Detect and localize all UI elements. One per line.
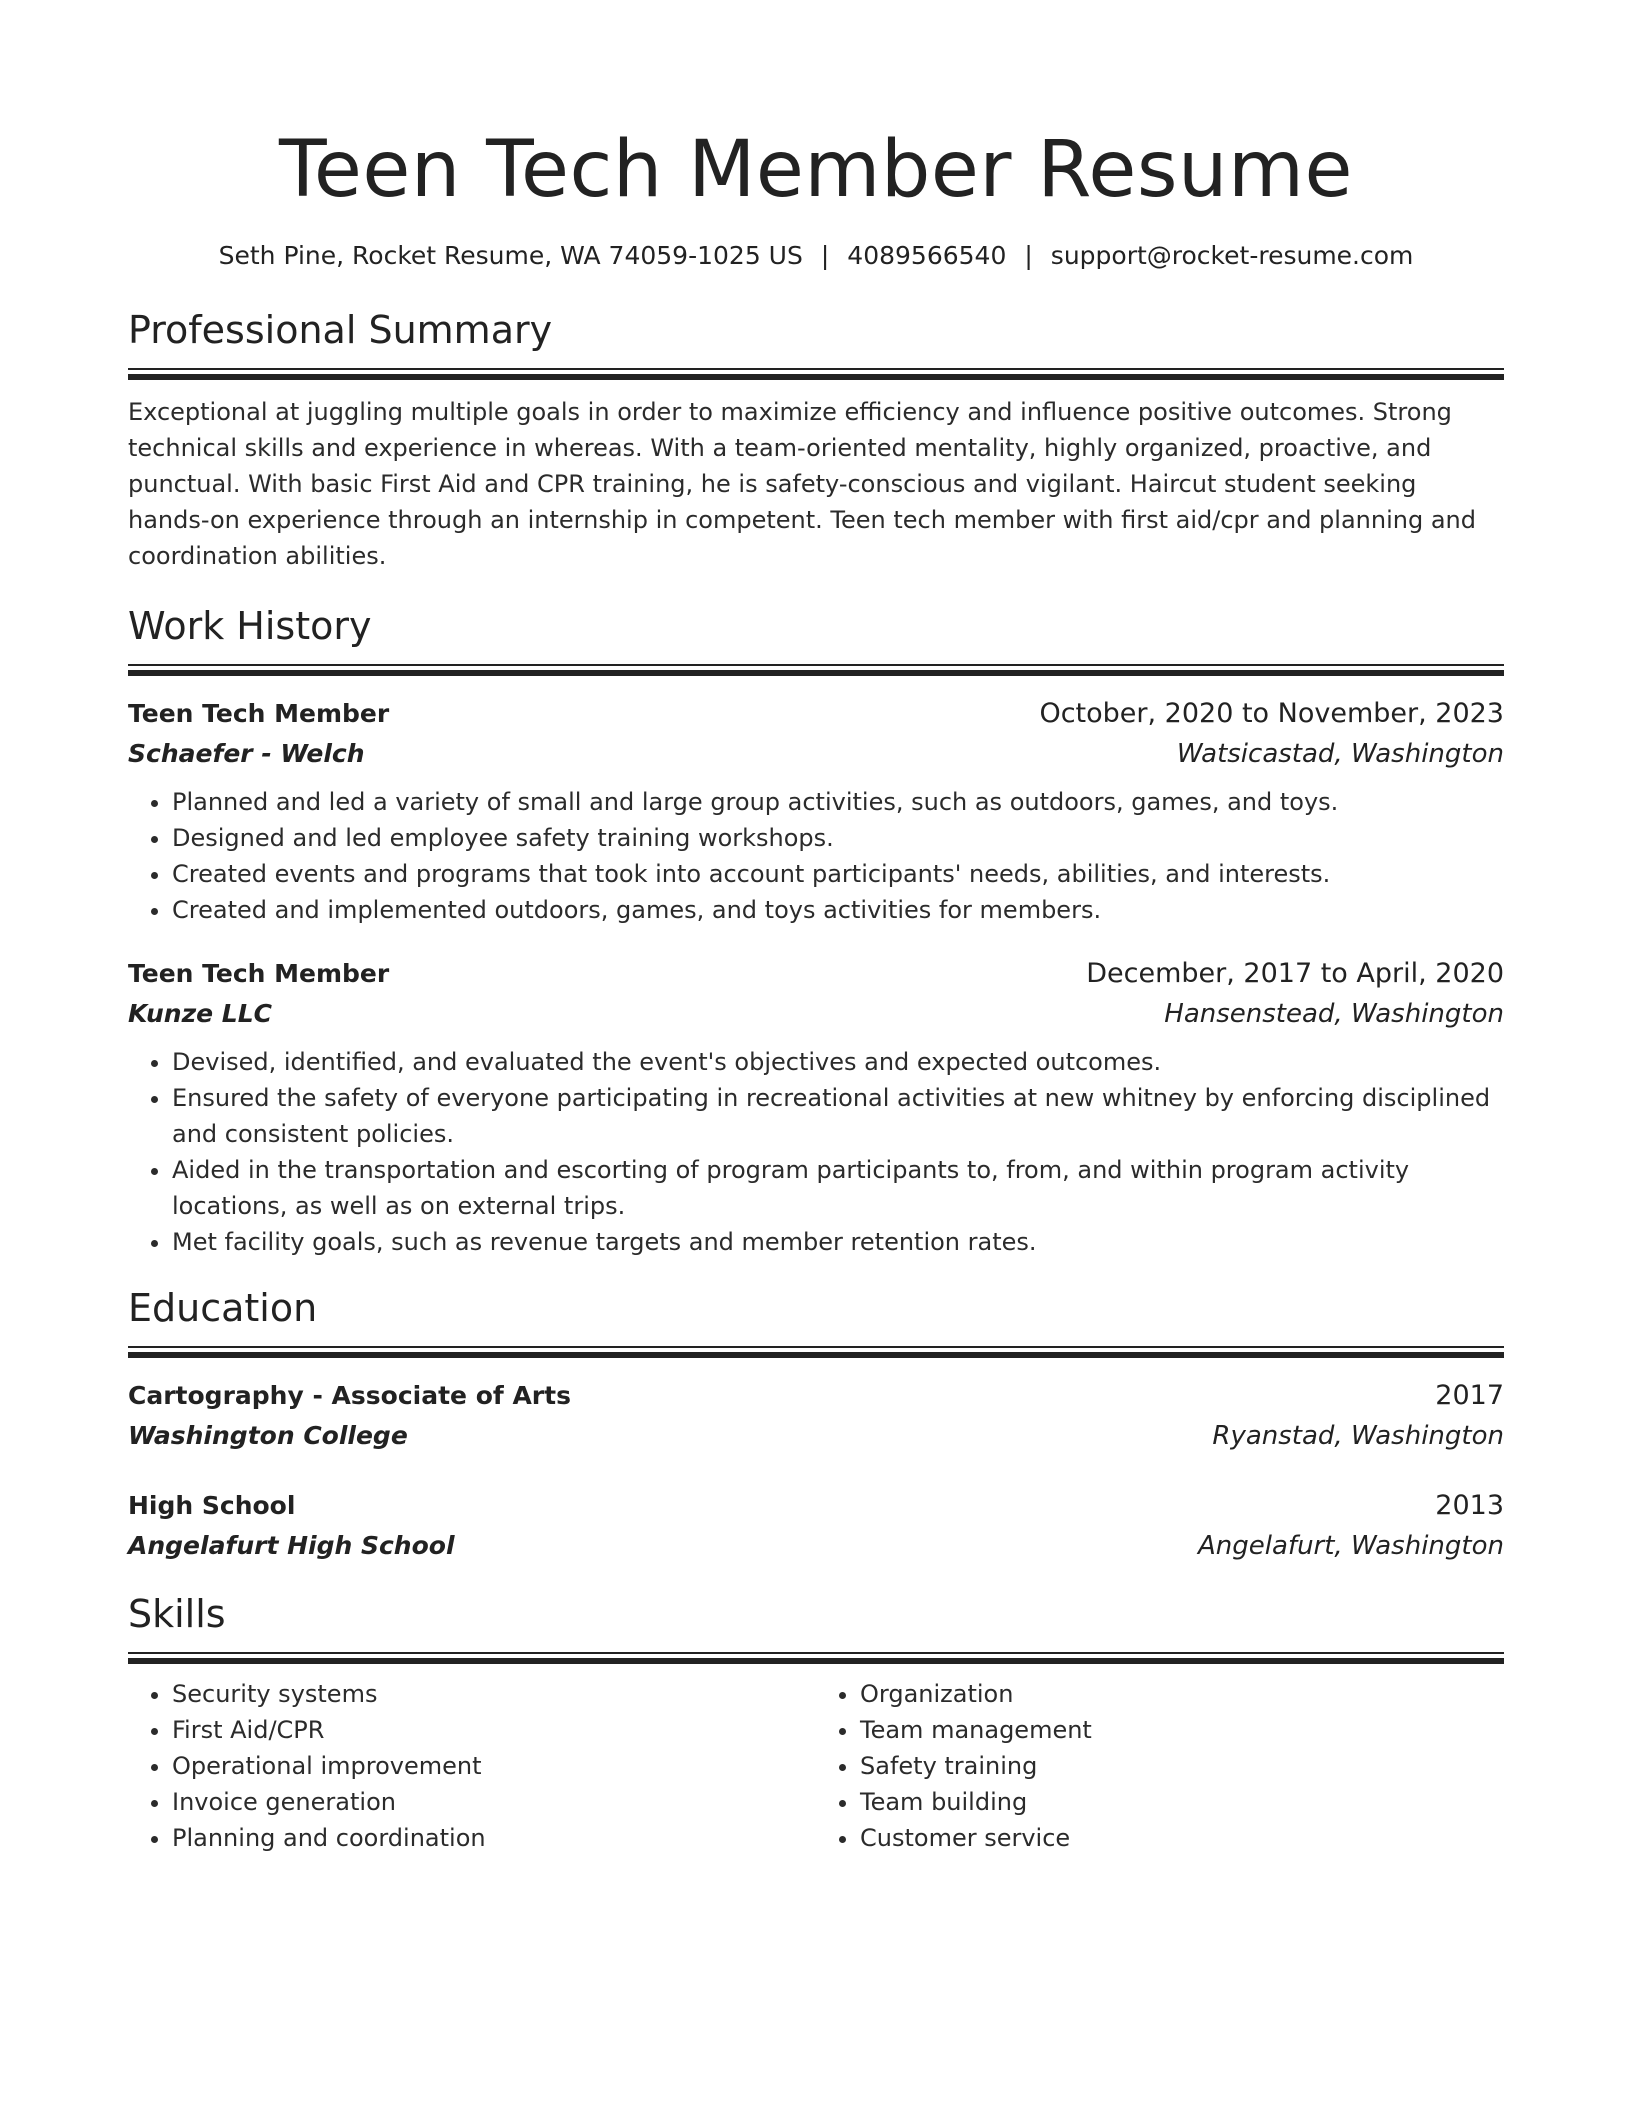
skill-item: • Operational improvement — [172, 1748, 816, 1784]
skills-columns — [128, 1676, 1504, 1856]
skills-section — [128, 1588, 1504, 1856]
skill-item: • Safety training — [860, 1748, 1504, 1784]
contact-phone: 4089566540 — [847, 241, 1007, 270]
list-item: • Aided in the transportation and escorting of program participants to, from, and within program activity locations, as well as on external trips. — [172, 1152, 1504, 1224]
skills-list-left — [128, 1676, 816, 1856]
degree-title: Cartography - Associate of Arts — [128, 1381, 571, 1410]
job-entry — [128, 694, 1504, 928]
resume-title: Teen Tech Member Resume — [279, 125, 1353, 215]
degree-title: High School — [128, 1491, 296, 1520]
job-dates: December, 2017 to April, 2020 — [1086, 958, 1504, 989]
skill-item: • Customer service — [860, 1820, 1504, 1856]
section-heading: Skills — [128, 1592, 226, 1636]
job-title: Teen Tech Member — [128, 699, 390, 728]
section-divider — [128, 1652, 1504, 1664]
job-company: Schaefer - Welch — [128, 739, 365, 768]
job-location: Watsicastad, Washington — [1176, 739, 1504, 769]
skill-item: • First Aid/CPR — [172, 1712, 816, 1748]
list-item: • Met facility goals, such as revenue targets and member retention rates. — [172, 1224, 1504, 1260]
contact-separator: | — [1024, 241, 1033, 270]
skill-item: • Organization — [860, 1676, 1504, 1712]
list-item: • Ensured the safety of everyone participating in recreational activities at new whitney by enforcing disciplined and consistent policies. — [172, 1080, 1504, 1152]
section-divider — [128, 664, 1504, 676]
school-name: Angelafurt High School — [128, 1531, 455, 1560]
education-section — [128, 1282, 1504, 1566]
school-location: Ryanstad, Washington — [1212, 1421, 1504, 1451]
list-item: • Devised, identified, and evaluated the event's objectives and expected outcomes. — [172, 1044, 1504, 1080]
school-name: Washington College — [128, 1421, 408, 1450]
job-dates: October, 2020 to November, 2023 — [1039, 698, 1504, 729]
section-heading: Professional Summary — [128, 308, 553, 352]
list-item: • Created events and programs that took into account participants' needs, abilities, and interests. — [172, 856, 1504, 892]
work-history-section — [128, 600, 1504, 1260]
contact-line — [128, 238, 1504, 274]
list-item: • Planned and led a variety of small and large group activities, such as outdoors, games, and toys. — [172, 784, 1504, 820]
job-bullets — [128, 1044, 1504, 1260]
skill-item: • Team management — [860, 1712, 1504, 1748]
education-entry — [128, 1376, 1504, 1456]
contact-separator: | — [820, 241, 830, 270]
education-entry — [128, 1486, 1504, 1566]
skill-item: • Team building — [860, 1784, 1504, 1820]
summary-section — [128, 304, 1504, 574]
job-entry — [128, 954, 1504, 1260]
section-heading: Education — [128, 1286, 318, 1330]
section-divider — [128, 368, 1504, 380]
education-year: 2013 — [1435, 1490, 1504, 1521]
education-year: 2017 — [1435, 1380, 1504, 1411]
skill-item: • Security systems — [172, 1676, 816, 1712]
job-bullets — [128, 784, 1504, 928]
section-divider — [128, 1346, 1504, 1358]
list-item: • Created and implemented outdoors, games, and toys activities for members. — [172, 892, 1504, 928]
school-location: Angelafurt, Washington — [1198, 1531, 1504, 1561]
summary-text: Exceptional at juggling multiple goals in order to maximize efficiency and influence positive outcomes. Strong technical skills and experience in whereas. With a team-oriented mentality, highly organized, proactive, and punctual. With basic First Aid and CPR training, he is safety-conscious and vigilant. Haircut student seeking hands-on experience through an internship in competent. Teen tech member with first aid/cpr and planning and coordination abilities. — [128, 398, 1476, 570]
skill-item: • Planning and coordination — [172, 1820, 816, 1856]
section-heading: Work History — [128, 604, 372, 648]
job-company: Kunze LLC — [128, 999, 273, 1028]
job-title: Teen Tech Member — [128, 959, 390, 988]
skill-item: • Invoice generation — [172, 1784, 816, 1820]
contact-address: Seth Pine, Rocket Resume, WA 74059-1025 US — [218, 241, 803, 270]
contact-email: support@rocket-resume.com — [1050, 241, 1414, 270]
skills-list-right — [816, 1676, 1504, 1856]
job-location: Hansenstead, Washington — [1164, 999, 1504, 1029]
list-item: • Designed and led employee safety training workshops. — [172, 820, 1504, 856]
